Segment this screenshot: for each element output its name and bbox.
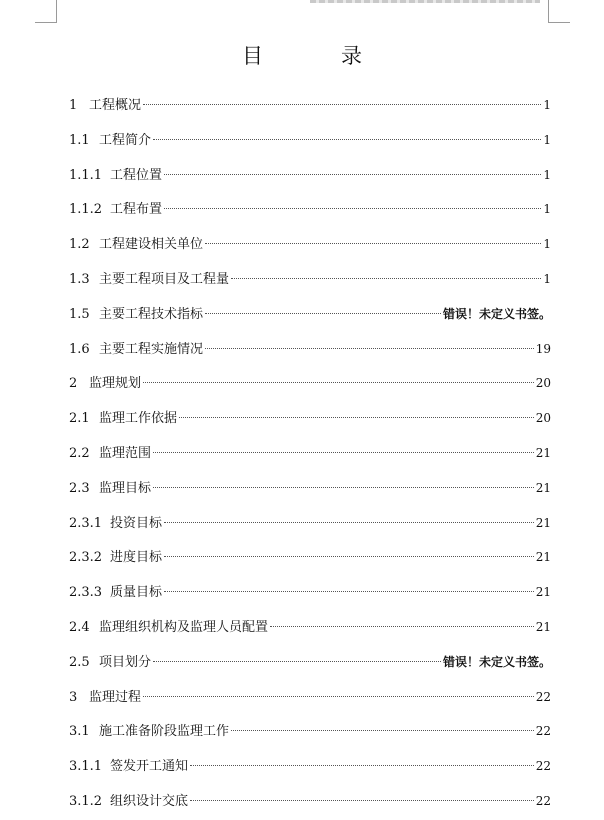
toc-entry-label: 组织设计交底 <box>110 793 189 809</box>
toc-entry-page: 22 <box>535 689 551 704</box>
toc-entry-label: 工程位置 <box>110 167 163 183</box>
toc-dot-leader <box>143 104 541 105</box>
toc-entry-number: 3.1 <box>69 724 90 740</box>
toc-dot-leader <box>231 278 541 279</box>
toc-entry[interactable] <box>69 123 551 158</box>
toc-entry-label: 监理规划 <box>89 376 142 392</box>
toc-entry-number: 1.1.2 <box>69 202 103 218</box>
toc-entry-bookmark-error: 错误！未定义书签。 <box>442 654 551 669</box>
toc-entry-page: 1 <box>543 202 551 217</box>
toc-entry-page: 21 <box>535 445 551 460</box>
title-char-2: 录 <box>341 44 362 68</box>
toc-entry-number: 2 <box>69 376 78 392</box>
toc-entry[interactable] <box>69 680 551 715</box>
toc-dot-leader <box>164 556 534 557</box>
toc-entry-page: 21 <box>535 585 551 600</box>
toc-entry[interactable] <box>69 227 551 262</box>
toc-dot-leader <box>190 800 534 801</box>
toc-entry-number: 2.3.3 <box>69 585 103 601</box>
toc-entry-number: 1.2 <box>69 237 90 253</box>
toc-entry[interactable] <box>69 401 551 436</box>
toc-entry-page: 1 <box>543 271 551 286</box>
toc-entry-number: 2.3.2 <box>69 550 103 566</box>
toc-entry-number: 1.6 <box>69 341 90 357</box>
toc-entry-page: 22 <box>535 724 551 739</box>
toc-entry[interactable] <box>69 297 551 332</box>
toc-entry-label: 质量目标 <box>110 585 163 601</box>
toc-dot-leader <box>164 174 541 175</box>
toc-entry[interactable] <box>69 714 551 749</box>
toc-entry-label: 监理组织机构及监理人员配置 <box>99 619 269 635</box>
page-header-residue <box>90 0 540 4</box>
toc-entry-label: 主要工程项目及工程量 <box>99 271 230 287</box>
toc-dot-leader <box>231 730 534 731</box>
toc-entry-label: 进度目标 <box>110 550 163 566</box>
toc-entry-page: 22 <box>535 793 551 808</box>
toc-entry-number: 2.3.1 <box>69 515 103 531</box>
toc-entry[interactable] <box>69 540 551 575</box>
toc-entry-label: 监理范围 <box>99 445 152 461</box>
toc-entry-number: 2.2 <box>69 445 90 461</box>
toc-entry[interactable] <box>69 575 551 610</box>
toc-entry-page: 1 <box>543 167 551 182</box>
toc-entry-label: 签发开工通知 <box>110 759 189 775</box>
toc-entry-page: 19 <box>535 341 551 356</box>
toc-entry-page: 21 <box>535 550 551 565</box>
toc-dot-leader <box>153 452 534 453</box>
toc-entry[interactable] <box>69 436 551 471</box>
toc-dot-leader <box>153 487 534 488</box>
toc-entry[interactable] <box>69 262 551 297</box>
toc-dot-leader <box>164 208 541 209</box>
toc-dot-leader <box>270 626 534 627</box>
toc-entry-number: 1.1 <box>69 132 90 148</box>
toc-entry-label: 施工准备阶段监理工作 <box>99 724 230 740</box>
toc-entry-bookmark-error: 错误！未定义书签。 <box>442 306 551 321</box>
toc-entry-page: 22 <box>535 759 551 774</box>
title-char-1: 目 <box>242 44 263 68</box>
toc-entry-number: 1.5 <box>69 306 90 322</box>
toc-dot-leader <box>143 696 534 697</box>
toc-entry-page: 21 <box>535 480 551 495</box>
toc-dot-leader <box>153 661 441 662</box>
toc-entry[interactable] <box>69 366 551 401</box>
toc-dot-leader <box>205 313 441 314</box>
toc-entry-number: 3.1.2 <box>69 793 103 809</box>
crop-mark-top-left <box>35 0 57 23</box>
toc-entry-page: 1 <box>543 237 551 252</box>
toc-entry-label: 投资目标 <box>110 515 163 531</box>
toc-entry-label: 工程布置 <box>110 202 163 218</box>
toc-dot-leader <box>164 591 534 592</box>
toc-entry[interactable] <box>69 610 551 645</box>
toc-entry-label: 监理工作依据 <box>99 411 178 427</box>
toc-entry-number: 1 <box>69 98 78 113</box>
page-title <box>0 40 604 70</box>
toc-entry-label: 工程简介 <box>99 132 152 148</box>
toc-dot-leader <box>179 417 534 418</box>
toc-entry-number: 2.1 <box>69 411 90 427</box>
toc-dot-leader <box>205 243 541 244</box>
toc-dot-leader <box>164 522 534 523</box>
toc-entry-label: 工程概况 <box>89 98 142 113</box>
toc-entry-number: 3.1.1 <box>69 759 103 775</box>
toc-entry-number: 3 <box>69 689 78 705</box>
toc-entry-page: 20 <box>535 376 551 391</box>
toc-entry-label: 项目划分 <box>99 654 152 670</box>
toc-entry[interactable] <box>69 784 551 819</box>
toc-entry-number: 2.5 <box>69 654 90 670</box>
toc-entry-number: 2.4 <box>69 619 90 635</box>
toc-entry-label: 监理过程 <box>89 689 142 705</box>
toc-entry-label: 主要工程技术指标 <box>99 306 204 322</box>
crop-mark-top-right <box>548 0 570 23</box>
toc-entry-page: 1 <box>543 132 551 147</box>
toc-entry[interactable] <box>69 749 551 784</box>
toc-entry-page: 21 <box>535 515 551 530</box>
toc-entry[interactable] <box>69 471 551 506</box>
toc-entry-label: 主要工程实施情况 <box>99 341 204 357</box>
toc-entry-page: 1 <box>543 98 551 112</box>
toc-dot-leader <box>153 139 541 140</box>
toc-entry[interactable] <box>69 645 551 680</box>
toc-entry-label: 监理目标 <box>99 480 152 496</box>
toc-entry-number: 2.3 <box>69 480 90 496</box>
toc-entry[interactable] <box>69 506 551 541</box>
toc-entry[interactable] <box>69 192 551 227</box>
toc-entry-number: 1.3 <box>69 271 90 287</box>
toc-entry-page: 20 <box>535 411 551 426</box>
toc-entry[interactable] <box>69 158 551 193</box>
toc-dot-leader <box>143 382 534 383</box>
toc-dot-leader <box>190 765 534 766</box>
table-of-contents <box>69 88 551 819</box>
toc-entry[interactable] <box>69 332 551 367</box>
toc-entry-number: 1.1.1 <box>69 167 103 183</box>
toc-dot-leader <box>205 348 534 349</box>
toc-entry-label: 工程建设相关单位 <box>99 237 204 253</box>
toc-entry[interactable] <box>69 88 551 123</box>
toc-entry-page: 21 <box>535 619 551 634</box>
